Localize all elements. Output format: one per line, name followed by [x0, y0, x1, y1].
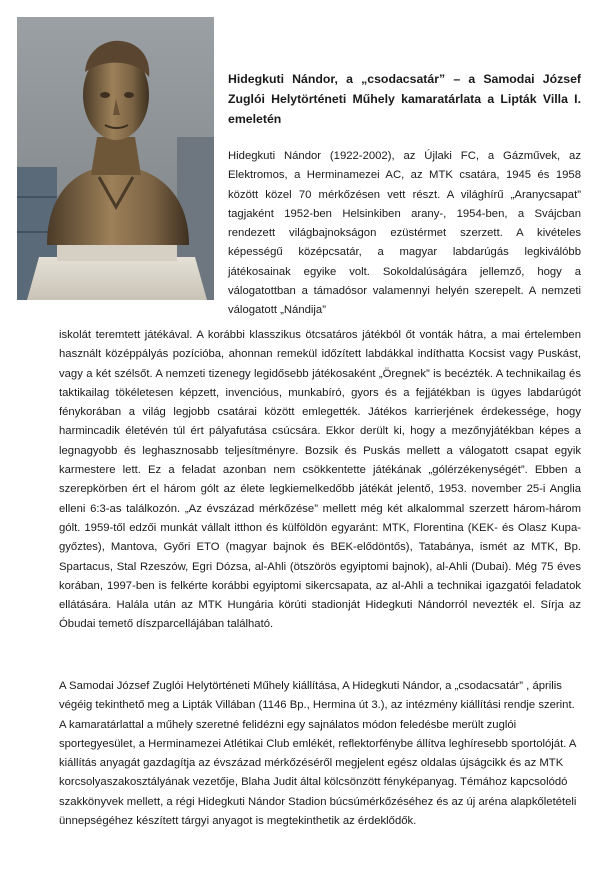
- paragraph-2: A Samodai József Zuglói Helytörténeti Műhely kiállítása, A Hidegkuti Nándor, a „csodacsatár” , április végéig tekinthető meg a Lipták Villában (1146 Bp., Hermina út 3.), az intézmény kiállítási rendje szerint. A kamaratárlattal a műhely szeretné felidézni egy sajnálatos módon feledésbe merült zuglói sportegyesület, a Herminamezei Atlétikai Club emlékét, reflektorfénybe állítva leghíresebb sportolóját. A kiállítás anyagát gazdagítja az évszázad mérkőzéséről megjelent egész oldalas újságcikk és az MTK korcsolyaszakosztályának vezetője, Blaha Judit által kölcsönzött fényképanyag. Témához kapcsolódó szakkönyvek mellett, a régi Hidegkuti Nándor Stadion búcsúmérkőzéséhez és az új aréna alapkőletételi ünnepségéhez készített tárgyi anyagot is megtekinthetik az érdeklődők.: [59, 680, 577, 828]
- paragraph-1-intro: Hidegkuti Nándor (1922-2002), az Újlaki FC, a Gázművek, az Elektromos, a Herminamezei AC, az MTK csatára, 1945 és 1958 között közel 70 mérkőzésen vett részt. A világhírű „Aranycsapat” tagjaként 1952-ben Helsinkiben arany-, 1954-ben, a Svájcban rendezett világbajnokságon ezüstérmet szerzett. A kivételes képességű középcsatár, a magyar labdarúgás legkiválóbb játékosainak egyike volt. Sokoldalúságára jellemző, hogy a válogatottban a támadósor valamennyi helyén szerepelt. A nemzeti válogatott „Nándija”: [228, 150, 581, 317]
- bronze-bust-icon: [17, 17, 214, 300]
- article-title: Hidegkuti Nándor, a „csodacsatár” – a Samodai József Zuglói Helytörténeti Műhely kamaratárlata a Lipták Villa I. emeletén: [228, 72, 581, 126]
- paragraph-1-continued: iskolát teremtett játékával. A korábbi klasszikus ötcsatáros játékból őt vonták hátra, a mai értelemben használt középpályás pozícióba, ahonnan remekül időzített labdákkal indíthatta Kocsist vagy Puskást, vagy a két szélsőt. A nemzeti tizenegy legidősebb játékosaként „Öregnek” is becézték. A technikailag és taktikailag tökéletesen képzett, invencióus, munkabíró, gyors és a fejjátékban is ügyes labdarúgót fénykorában a világ legjobb csatárai között emlegették. Játékos karrierjének érdekessége, hogy harmincadik életévén túl ért pályafutása csúcsára. Ekkor derült ki, hogy a mezőnyjátékban képes a legnagyobb és leghasznosabb teljesítményre. Bozsik és Puskás mellett a válogatott csapat egyik karmestere lett. Ez a feladat azonban nem csökkentette játékának „gólérzékenységét”. Ebben a szerepkörben ért el három gólt az élete legkiemelkedőbb játékát jelentő, 1953. november 25-i Anglia elleni 6:3-as találkozón. „Az évszázad mérkőzése” mellett még két alkalommal szerzett három-három gólt. 1959-től edzői munkát vállalt itthon és külföldön egyaránt: MTK, Florentina (KEK- és Olasz Kupa-győztes), Mantova, Győri ETO (magyar bajnok és BEK-elődöntős), Tatabánya, ismét az MTK, Bp. Spartacus, Stal Rzeszów, Egri Dózsa, al-Ahli (ötszörös egyiptomi bajnok), al-Ahli (Dubai). Még 75 éves korában, 1997-ben is felkérte korábbi egyiptomi sikercsapata, az al-Ahli a technikai igazgatói feladatok ellátására. Halála után az MTK Hungária körúti stadionját Hidegkuti Nándorról nevezték el. Sírja az Óbudai temető díszparcellájában található.: [59, 329, 581, 631]
- bust-photo: [17, 17, 214, 300]
